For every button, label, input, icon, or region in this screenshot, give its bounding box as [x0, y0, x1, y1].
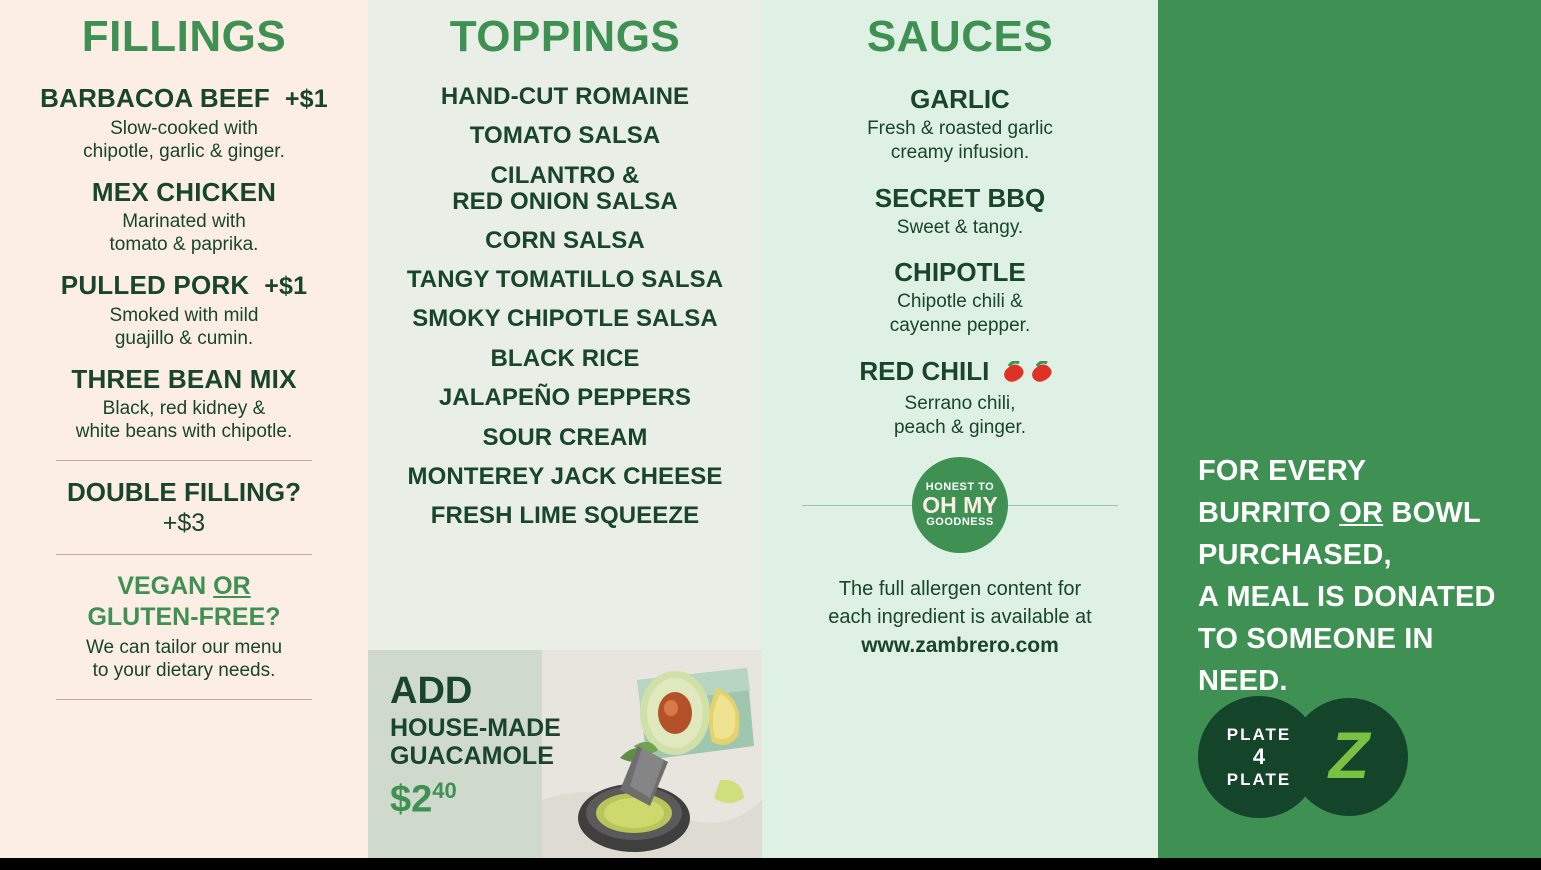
dietary-block: [30, 571, 338, 683]
filling-title: THREE BEAN MIX: [71, 364, 297, 395]
sauce-title: GARLIC: [910, 84, 1010, 114]
sauce-desc: Serrano chili, peach & ginger.: [893, 392, 1027, 438]
filling-price: +$1: [264, 272, 308, 301]
dietary-desc: We can tailor our menu to your dietary needs.: [85, 636, 283, 682]
dietary-title: VEGAN OR GLUTEN-FREE?: [87, 572, 281, 632]
sauces-heading: SAUCES: [866, 12, 1054, 61]
logo-group: [1198, 696, 1498, 818]
double-filling-title: DOUBLE FILLING?: [67, 477, 301, 508]
topping-item: MONTEREY JACK CHEESE: [407, 462, 723, 490]
topping-item: JALAPEÑO PEPPERS: [438, 384, 692, 412]
sauce-item: [782, 356, 1138, 440]
badge-bottom-text: GOODNESS: [926, 516, 994, 529]
guacamole-name: HOUSE-MADE GUACAMOLE: [390, 714, 561, 770]
guacamole-price: $\$2^{40}$: [390, 778, 457, 821]
allergen-note: [782, 575, 1138, 660]
avocado-illustration: [542, 650, 762, 858]
chili-icon: [1003, 359, 1061, 390]
guacamole-text: [390, 672, 561, 819]
p4p-top-text: PLATE: [1226, 724, 1292, 744]
divider: [56, 699, 312, 700]
filling-price: +$1: [284, 85, 328, 113]
filling-item: [30, 271, 338, 351]
filling-item: [30, 365, 338, 444]
topping-item: SMOKY CHIPOTLE SALSA: [412, 305, 718, 333]
allergen-text: The full allergen content for each ingredient is available at: [828, 578, 1092, 629]
double-filling-block: [30, 477, 338, 538]
topping-item: FRESH LIME SQUEEZE: [430, 502, 700, 530]
topping-item: CILANTRO & RED ONION SALSA: [452, 161, 678, 216]
filling-item: [30, 84, 338, 164]
topping-item: TOMATO SALSA: [469, 122, 661, 150]
plate-for-plate-message: FOR EVERY BURRITO OR BOWL PURCHASED, A MEAL IS DONATED TO SOMEONE IN NEED.: [1198, 455, 1496, 698]
sauce-desc: Fresh & roasted garlic creamy infusion.: [867, 118, 1053, 163]
filling-desc: Smoked with mild guajillo & cumin.: [109, 304, 259, 350]
guacamole-promo: [368, 650, 762, 858]
topping-item: TANGY TOMATILLO SALSA: [406, 265, 724, 293]
filling-title: MEX CHICKEN: [91, 177, 277, 207]
guacamole-price-cents: 40: [432, 778, 457, 803]
guacamole-add-label: ADD: [390, 670, 473, 712]
honest-badge-wrap: [782, 457, 1138, 553]
website-url[interactable]: www.zambrero.com: [861, 634, 1059, 658]
filling-title: PULLED PORK +$1: [60, 270, 308, 301]
topping-item: HAND-CUT ROMAINE: [440, 83, 690, 110]
bottom-strip: [0, 858, 1541, 870]
promo-column: [1158, 0, 1541, 858]
sauces-column: [762, 0, 1158, 858]
filling-title: BARBACOA BEEF +$1: [40, 83, 328, 113]
filling-desc: Slow-cooked with chipotle, garlic & ginger.: [83, 117, 285, 163]
divider: [56, 460, 312, 461]
zambrero-z-mark: Z: [1328, 718, 1370, 792]
honest-to-goodness-badge: [912, 457, 1008, 553]
sauce-title: SECRET BBQ: [874, 182, 1046, 213]
p4p-bottom-text: PLATE: [1226, 769, 1292, 789]
topping-item: SOUR CREAM: [482, 423, 648, 451]
double-filling-price: +$3: [162, 509, 206, 538]
filling-desc: Black, red kidney & white beans with chipotle.: [75, 397, 293, 443]
badge-top-text: HONEST TO: [925, 480, 995, 493]
divider: [56, 554, 312, 555]
sauce-desc: Sweet & tangy.: [896, 216, 1024, 238]
filling-item: [30, 178, 338, 257]
sauce-item: [782, 84, 1138, 165]
topping-item: BLACK RICE: [490, 344, 640, 372]
sauce-title: RED CHILI: [782, 356, 1138, 390]
fillings-heading: FILLINGS: [81, 12, 287, 61]
sauce-item: [782, 183, 1138, 240]
sauce-title: CHIPOTLE: [894, 257, 1026, 288]
p4p-number: 4: [1252, 744, 1266, 770]
badge-mid-text: OH MY: [922, 492, 998, 519]
guacamole-photo: [542, 650, 762, 858]
zambrero-logo: [1290, 698, 1408, 816]
sauce-desc: Chipotle chili & cayenne pepper.: [889, 291, 1031, 336]
fillings-column: [0, 0, 368, 858]
filling-desc: Marinated with tomato & paprika.: [109, 210, 259, 256]
topping-item: CORN SALSA: [485, 226, 645, 254]
toppings-heading: TOPPINGS: [449, 12, 681, 61]
sauce-item: [782, 257, 1138, 338]
toppings-column: [368, 0, 762, 858]
